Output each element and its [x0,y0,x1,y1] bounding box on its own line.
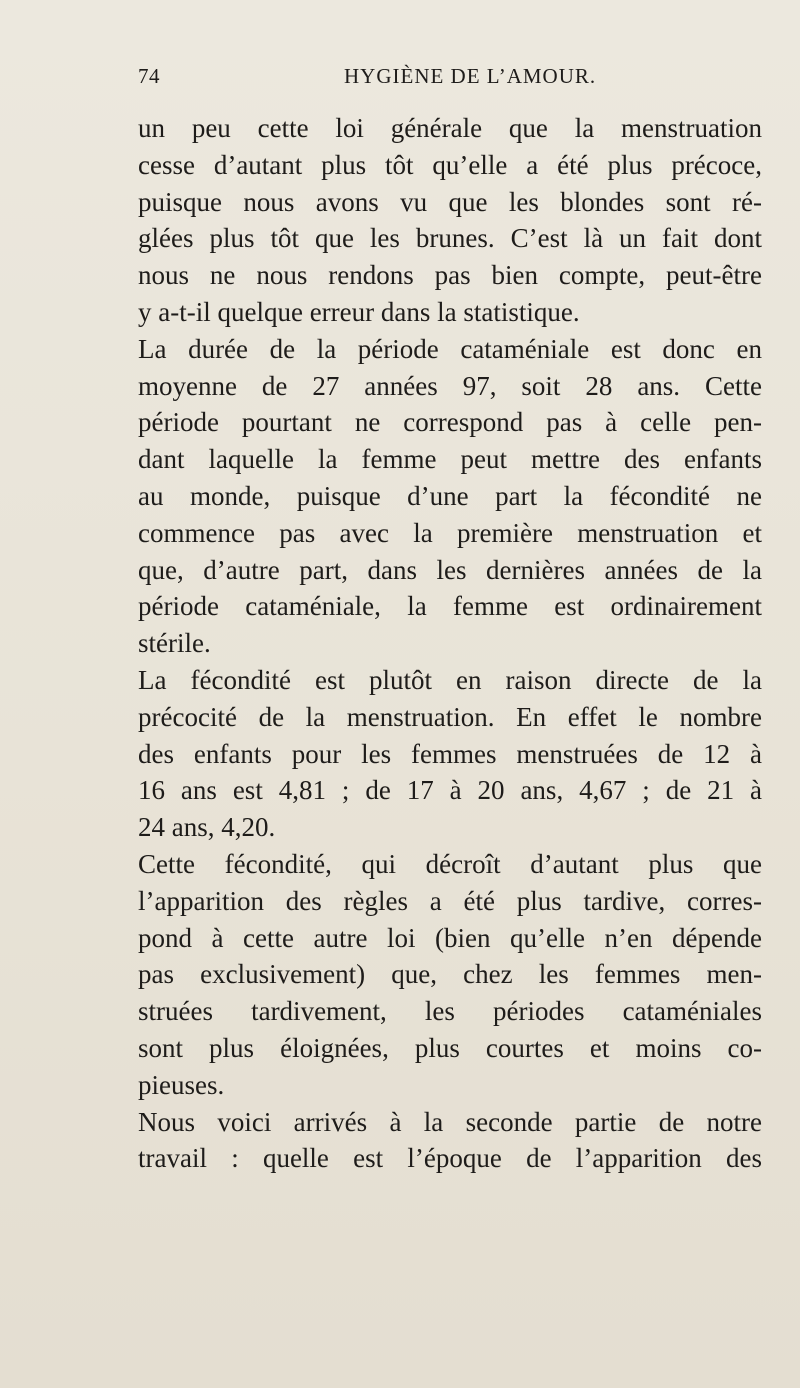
text-line: l’apparition des règles a été plus tardive, corres- [138,885,762,916]
page-header [138,64,760,94]
text-line: moyenne de 27 années 97, soit 28 ans. Cette [138,370,762,401]
paragraph [138,846,762,1104]
text-line: précocité de la menstruation. En effet le nombre [138,701,762,732]
text-line: pas exclusivement) que, chez les femmes men- [138,959,762,990]
paragraph [138,662,762,846]
text-line: 24 ans, 4,20. [138,812,276,843]
text-line: travail : quelle est l’époque de l’apparition des [138,1143,762,1174]
text-line: sont plus éloignées, plus courtes et moins co- [138,1032,762,1063]
text-line: dant laquelle la femme peut mettre des enfants [138,444,762,475]
text-line: Nous voici arrivés à la seconde partie de notre [138,1106,762,1137]
text-line: pond à cette autre loi (bien qu’elle n’en dépende [138,922,762,953]
text-line: 16 ans est 4,81 ; de 17 à 20 ans, 4,67 ; de 21 à [138,775,762,806]
text-line: un peu cette loi générale que la menstruation [138,113,762,143]
text-line: pieuses. [138,1069,225,1100]
paragraph [138,331,762,662]
text-line: struées tardivement, les périodes cataméniales [138,996,762,1027]
text-line: cesse d’autant plus tôt qu’elle a été plus précoce, [138,149,762,180]
text-line: des enfants pour les femmes menstruées de 12 à [138,738,762,769]
text-line: stérile. [138,628,211,659]
paragraph [138,110,762,331]
text-line: Cette fécondité, qui décroît d’autant plus que [138,848,762,879]
running-head: HYGIÈNE DE L’AMOUR. [344,64,597,88]
text-line: y a-t-il quelque erreur dans la statistique. [138,296,580,327]
text-line: puisque nous avons vu que les blondes sont ré- [138,186,762,217]
text-line: que, d’autre part, dans les dernières années de la [138,554,762,585]
text-line: glées plus tôt que les brunes. C’est là un fait dont [138,223,762,254]
text-line: La fécondité est plutôt en raison directe de la [138,664,762,695]
text-line: période cataméniale, la femme est ordinairement [138,591,762,622]
text-line: commence pas avec la première menstruation et [138,517,762,548]
paragraph [138,1104,762,1178]
body-text [138,110,762,1177]
text-line: au monde, puisque d’une part la fécondité ne [138,480,762,511]
text-line: nous ne nous rendons pas bien compte, peut-être [138,260,762,291]
text-line: période pourtant ne correspond pas à celle pen- [138,407,762,438]
page-number: 74 [138,64,160,88]
text-line: La durée de la période cataméniale est donc en [138,333,762,364]
